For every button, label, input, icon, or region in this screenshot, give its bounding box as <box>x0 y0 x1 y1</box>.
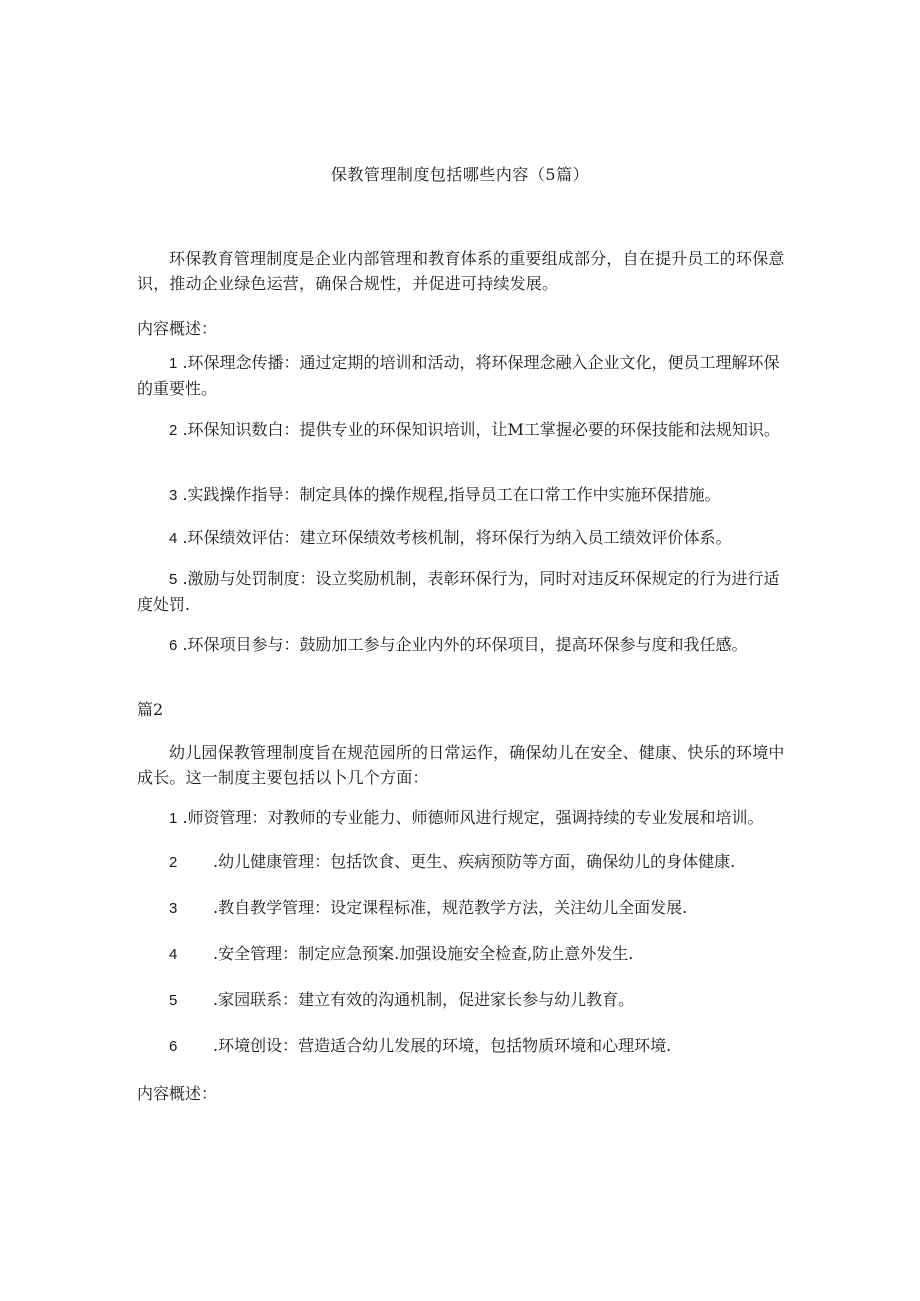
list-item-number: 2 <box>169 422 178 439</box>
list-item <box>137 632 792 658</box>
list-item-number: 2 <box>169 854 178 871</box>
list-item-number: 3 <box>169 900 178 917</box>
section2-intro-paragraph: 幼儿园保教管理制度旨在规范园所的日常运作，确保幼儿在安全、健康、快乐的环境中成长。这一制度主要包括以卜几个方面： <box>137 743 785 787</box>
list-item <box>137 1033 792 1059</box>
list-item-text: .环保理念传播：通过定期的培训和活动，将环保理念融入企业文化，便员工理解环保的重要性。 <box>137 353 780 398</box>
list-item-text: .教自教学管理：设定课程标准，规范教学方法，关注幼儿全面发展. <box>213 898 688 917</box>
list-item-text: .幼儿健康管理：包括饮食、更生、疾病预防等方面，确保幼儿的身体健康. <box>213 852 736 871</box>
list-item-number: 6 <box>169 637 178 654</box>
list-item <box>137 482 792 508</box>
list-item-text: .激励与处罚制度：设立奖励机制，表彰环保行为，同时对违反环保规定的行为进行适度处罚. <box>137 569 780 614</box>
list-item-text: .环保绩效评估：建立环保绩效考核机制，将环保行为纳入员工绩效评价体系。 <box>182 528 732 547</box>
list-item <box>137 987 792 1013</box>
list-item-text: .环境创设：营造适合幼儿发展的环境，包括物质环境和心理环境. <box>213 1036 672 1055</box>
list-item-number: 1 <box>169 810 178 827</box>
list-item-number: 5 <box>169 992 178 1009</box>
list-item <box>137 566 792 617</box>
list-item-number: 5 <box>169 571 178 588</box>
list-item <box>137 805 792 831</box>
overview-label: 内容概述： <box>137 319 218 338</box>
section-heading: 篇2 <box>137 700 164 719</box>
list-item <box>137 350 792 401</box>
list-item <box>137 525 792 551</box>
document-title: 保教管理制度包括哪些内容（5篇） <box>330 165 590 184</box>
list-item-text: .环保项目参与：鼓励加工参与企业内外的环保项目，提高环保参与度和我任感。 <box>182 635 748 654</box>
list-item-number: 4 <box>169 946 178 963</box>
list-item <box>137 941 792 967</box>
list-item-text: .环保知识数白：提供专业的环保知识培训，让M工掌握必要的环保技能和法规知识。 <box>182 420 780 439</box>
list-item-text: .实践操作指导：制定具体的操作规程,指导员工在口常工作中实施环保措施。 <box>182 485 721 504</box>
list-item-number: 4 <box>169 530 178 547</box>
overview-label: 内容概述： <box>137 1084 218 1103</box>
list-item-text: .师资管理：对教师的专业能力、师德师风进行规定，强调持续的专业发展和培训。 <box>182 808 764 827</box>
list-item-number: 3 <box>169 487 178 504</box>
list-item-text: .安全管理：制定应急预案.加强设施安全检查,防止意外发生. <box>213 944 634 963</box>
list-item <box>137 417 792 443</box>
list-item <box>137 849 792 875</box>
list-item-number: 1 <box>169 355 178 372</box>
intro-paragraph: 环保教育管理制度是企业内部管理和教育体系的重要组成部分，自在提升员工的环保意识，推动企业绿色运营，确保合规性，并促进可持续发展。 <box>137 249 785 293</box>
list-item-number: 6 <box>169 1038 178 1055</box>
list-item <box>137 895 792 921</box>
list-item-text: .家园联系：建立有效的沟通机制，促进家长参与幼儿教育。 <box>213 990 635 1009</box>
